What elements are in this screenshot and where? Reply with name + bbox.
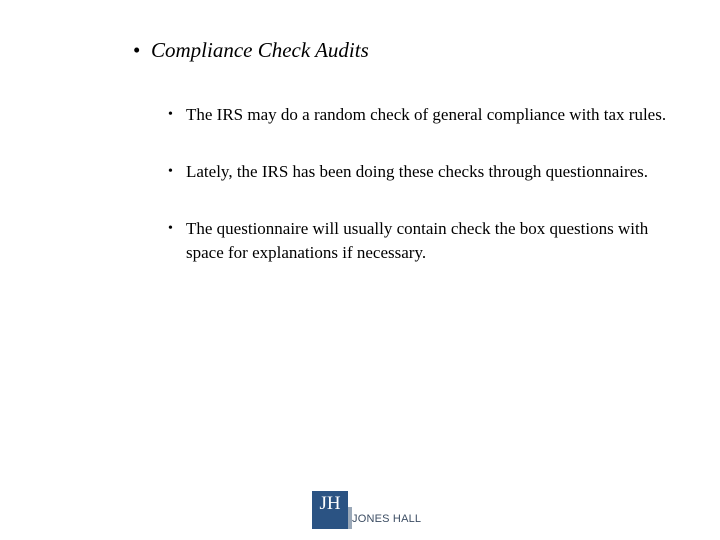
list-item-text: Lately, the IRS has been doing these checks through questionnaires. — [186, 162, 649, 181]
bullet-list — [168, 103, 668, 298]
heading-bullet: • — [133, 38, 141, 62]
list-bullet: • — [168, 221, 173, 236]
logo-wordmark: JONES HALL — [352, 513, 422, 525]
list-item — [168, 217, 668, 265]
jones-hall-logo — [312, 491, 422, 529]
heading-text: Compliance Check Audits — [151, 38, 369, 62]
list-item-text: The IRS may do a random check of general compliance with tax rules. — [186, 105, 667, 124]
list-item — [168, 160, 668, 184]
logo-mark: JH — [312, 491, 348, 529]
list-item-text: The questionnaire will usually contain check the box questions with space for explanations if necessary. — [186, 219, 649, 262]
list-item — [168, 103, 668, 127]
list-bullet: • — [168, 107, 173, 122]
list-bullet: • — [168, 164, 173, 179]
slide-heading — [133, 36, 369, 64]
